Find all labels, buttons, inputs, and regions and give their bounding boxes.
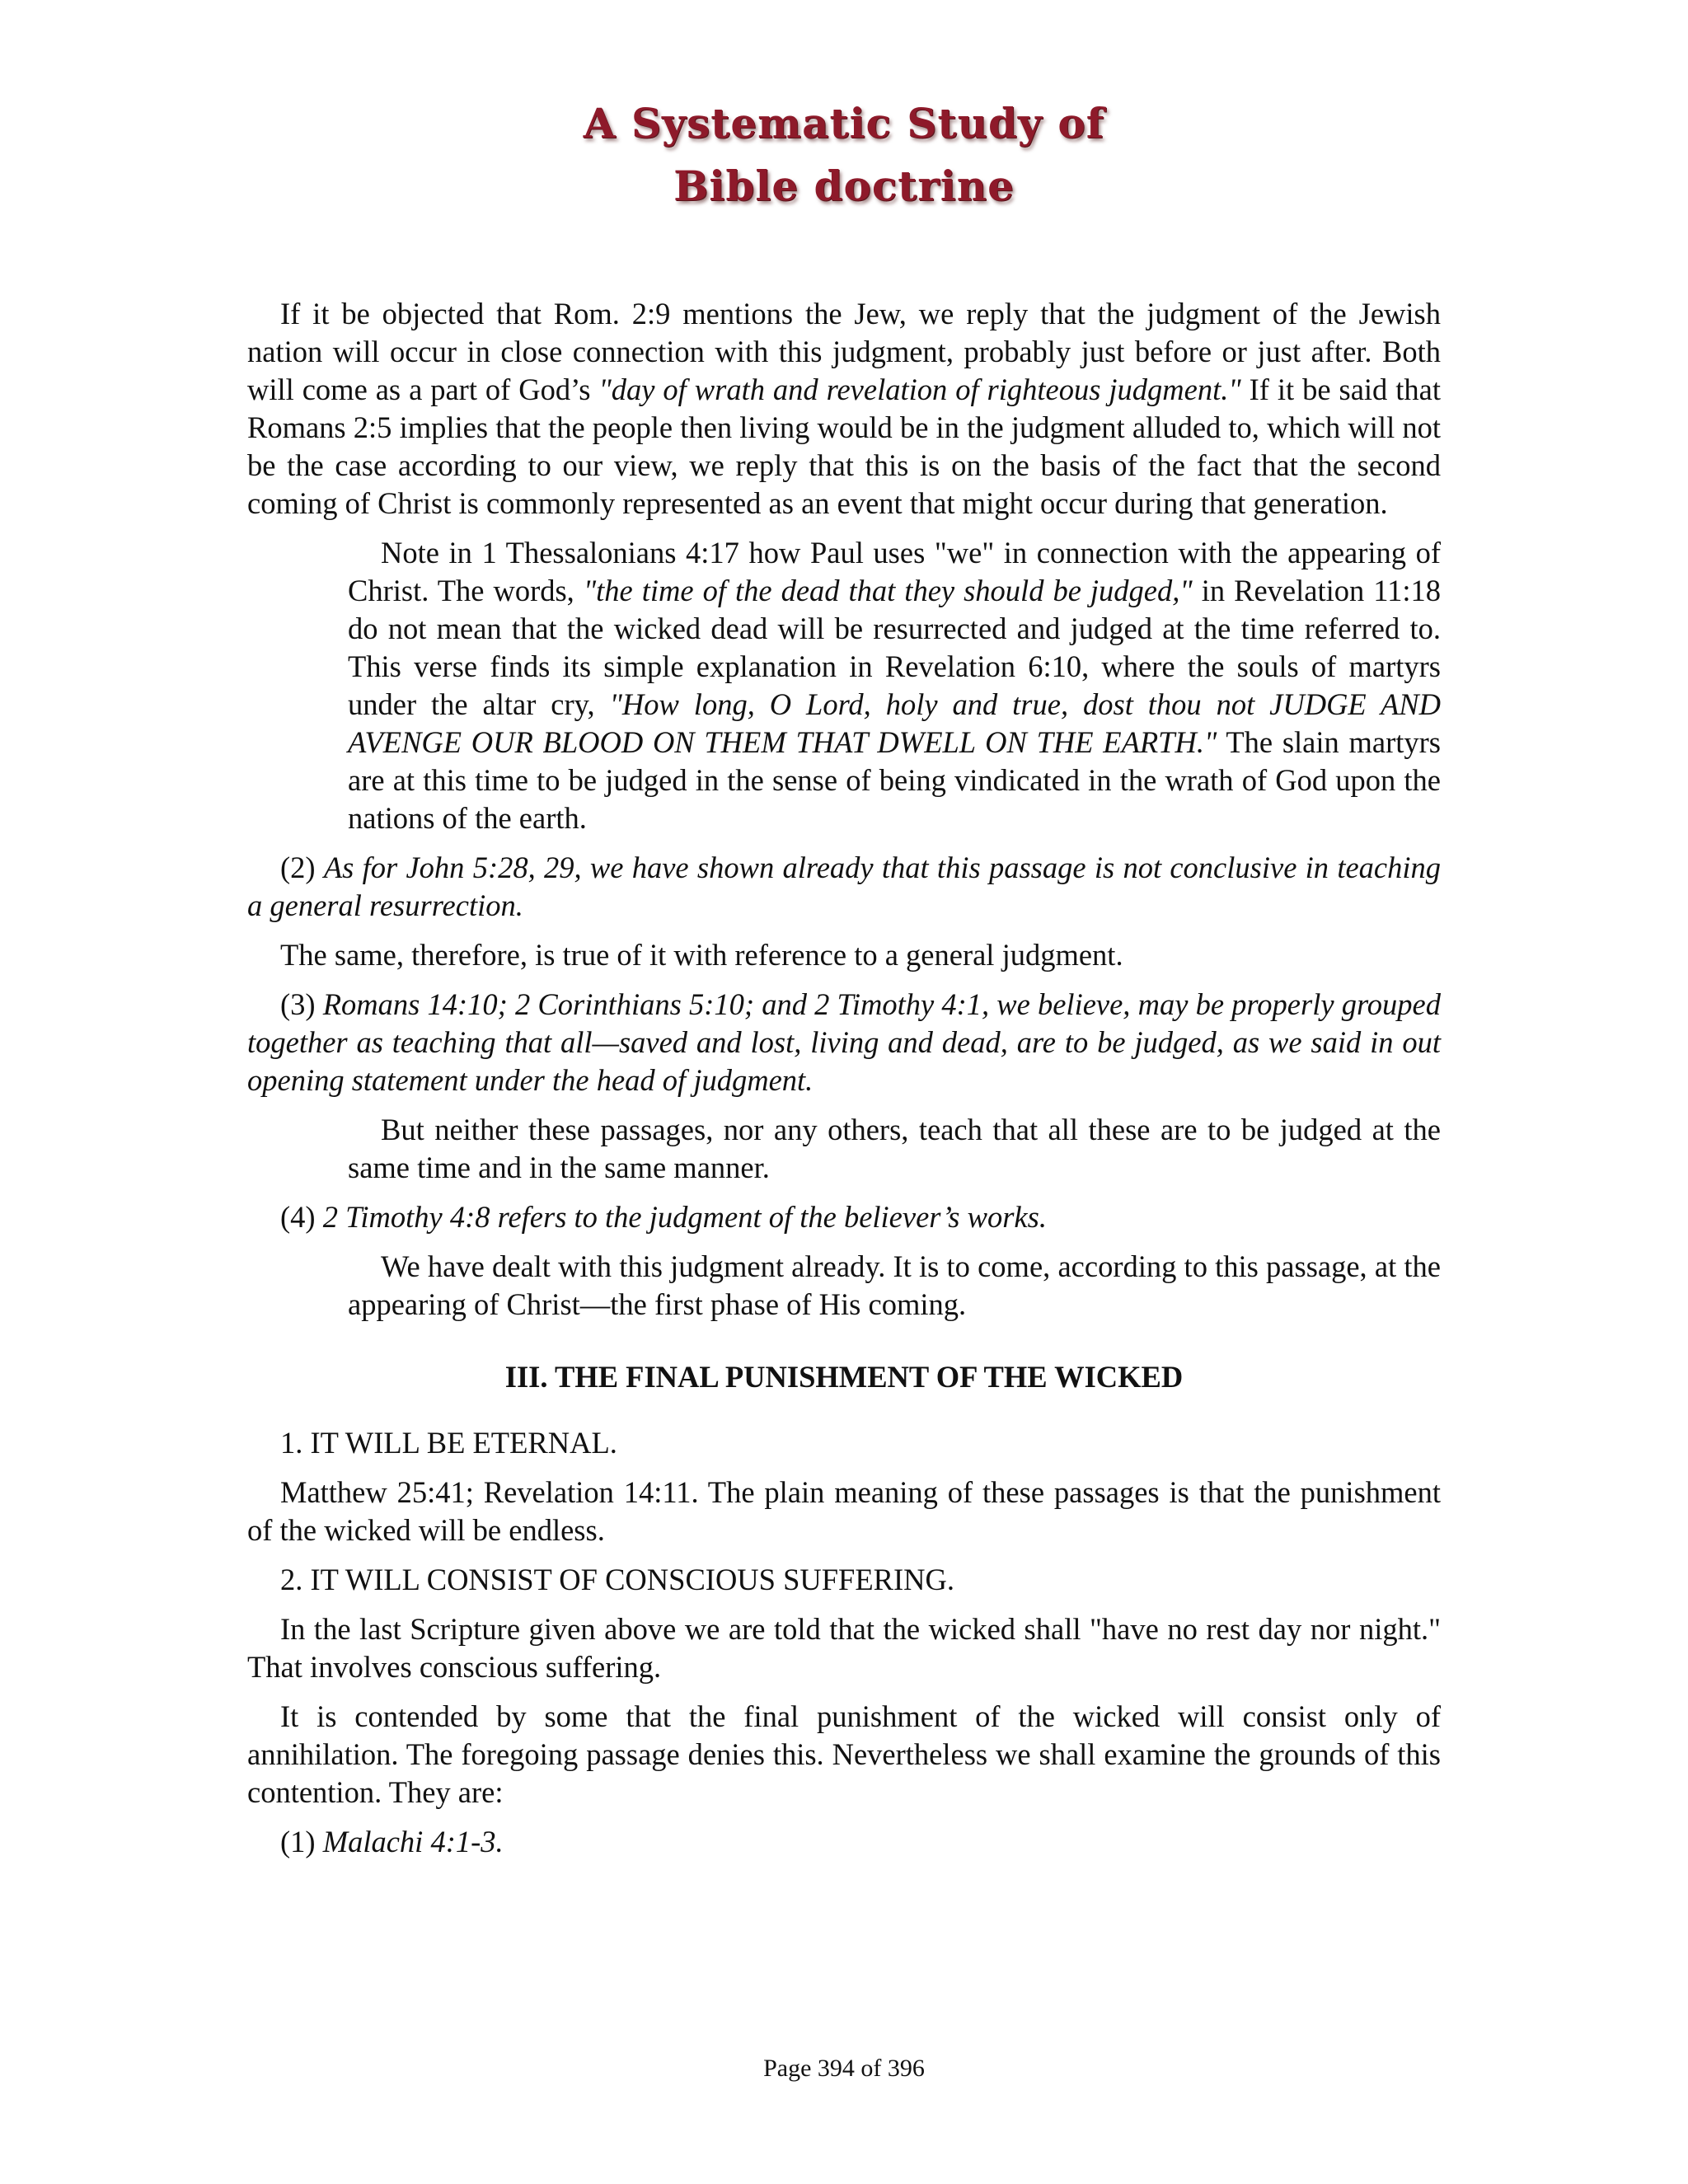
paragraph-no-rest: In the last Scripture given above we are told that the wicked shall "have no rest day nor night." That involves conscious suffering. (247, 1612, 1441, 1684)
paragraph-first-phase: We have dealt with this judgment already. It is to come, according to this passage, at the appearing of Christ—the first phase of His coming. (348, 1249, 1441, 1321)
paragraph-endless: Matthew 25:41; Revelation 14:11. The plain meaning of these passages is that the punishment of the wicked will be endless. (247, 1475, 1441, 1547)
paragraph-general-judgment: The same, therefore, is true of it with reference to a general judgment. (280, 938, 1123, 972)
page-body (247, 295, 1441, 1872)
subheading-eternal: 1. IT WILL BE ETERNAL. (280, 1426, 617, 1460)
page-number: Page 394 of 396 (763, 2055, 925, 2082)
point-1 (247, 1823, 1441, 1861)
point-2 (247, 849, 1441, 925)
point-text: Romans 14:10; 2 Corinthians 5:10; and 2 Timothy 4:1, we believe, may be properly grouped together as teaching that all—saved and lost, living and dead, are to be judged, as we said in out opening statement under the head of judgment. (247, 987, 1441, 1097)
section-heading: III. THE FINAL PUNISHMENT OF THE WICKED (504, 1360, 1184, 1394)
paragraph-rom-objection (247, 295, 1441, 523)
point-text: 2 Timothy 4:8 refers to the judgment of the believer’s works. (322, 1200, 1047, 1234)
point-number: (3) (280, 987, 323, 1021)
paragraph-annihilation: It is contended by some that the final punishment of the wicked will consist only of annihilation. The foregoing passage denies this. Nevertheless we shall examine the grounds of this contention. They are: (247, 1699, 1441, 1809)
point-number: (1) (280, 1825, 323, 1858)
logo-line-2: Bible doctrine (673, 162, 1015, 210)
subheading-conscious-suffering: 2. IT WILL CONSIST OF CONSCIOUS SUFFERING. (280, 1563, 954, 1596)
point-number: (2) (280, 851, 324, 884)
paragraph-text: If it be objected that Rom. 2:9 mentions the Jew, we reply that the judgment of the Jewish nation will occur in close connection with this judgment, probably just before or just after. Both will come as a part of God’s (247, 297, 1441, 406)
scripture-quote: "the time of the dead that they should be judged," (583, 574, 1193, 607)
paragraph-thessalonians-note (348, 534, 1441, 837)
point-text: As for John 5:28, 29, we have shown already that this passage is not conclusive in teaching a general resurrection. (247, 851, 1442, 922)
point-3 (247, 986, 1441, 1099)
paragraph-text: Note in 1 Thessalonians 4:17 how Paul uses "we" in connection with the appearing of Christ. The words, (348, 536, 1441, 607)
book-title-logo (0, 92, 1688, 218)
scripture-quote: "How long, O Lord, holy and true, dost thou not JUDGE AND AVENGE OUR BLOOD ON THEM THAT DWELL ON THE EARTH." (348, 687, 1441, 759)
scripture-quote: "day of wrath and revelation of righteous judgment." (598, 373, 1241, 406)
paragraph-text: If it be said that Romans 2:5 implies that the people then living would be in the judgment alluded to, which will not be the case according to our view, we reply that this is on the basis of the fact that the second coming of Christ is commonly represented as an event that might occur during that generation. (247, 373, 1441, 520)
point-number: (4) (280, 1200, 323, 1234)
paragraph-text: in Revelation 11:18 do not mean that the wicked dead will be resurrected and judged at the time referred to. This verse finds its simple explanation in Revelation 6:10, where the souls of martyrs under the altar cry, (348, 574, 1442, 721)
point-text: Malachi 4:1-3. (322, 1825, 504, 1858)
logo-line-1: A Systematic Study of (583, 99, 1105, 148)
paragraph-same-time: But neither these passages, nor any others, teach that all these are to be judged at the same time and in the same manner. (348, 1113, 1441, 1184)
point-4 (247, 1198, 1441, 1236)
paragraph-text: The slain martyrs are at this time to be judged in the sense of being vindicated in the wrath of God upon the nations of the earth. (348, 725, 1441, 835)
